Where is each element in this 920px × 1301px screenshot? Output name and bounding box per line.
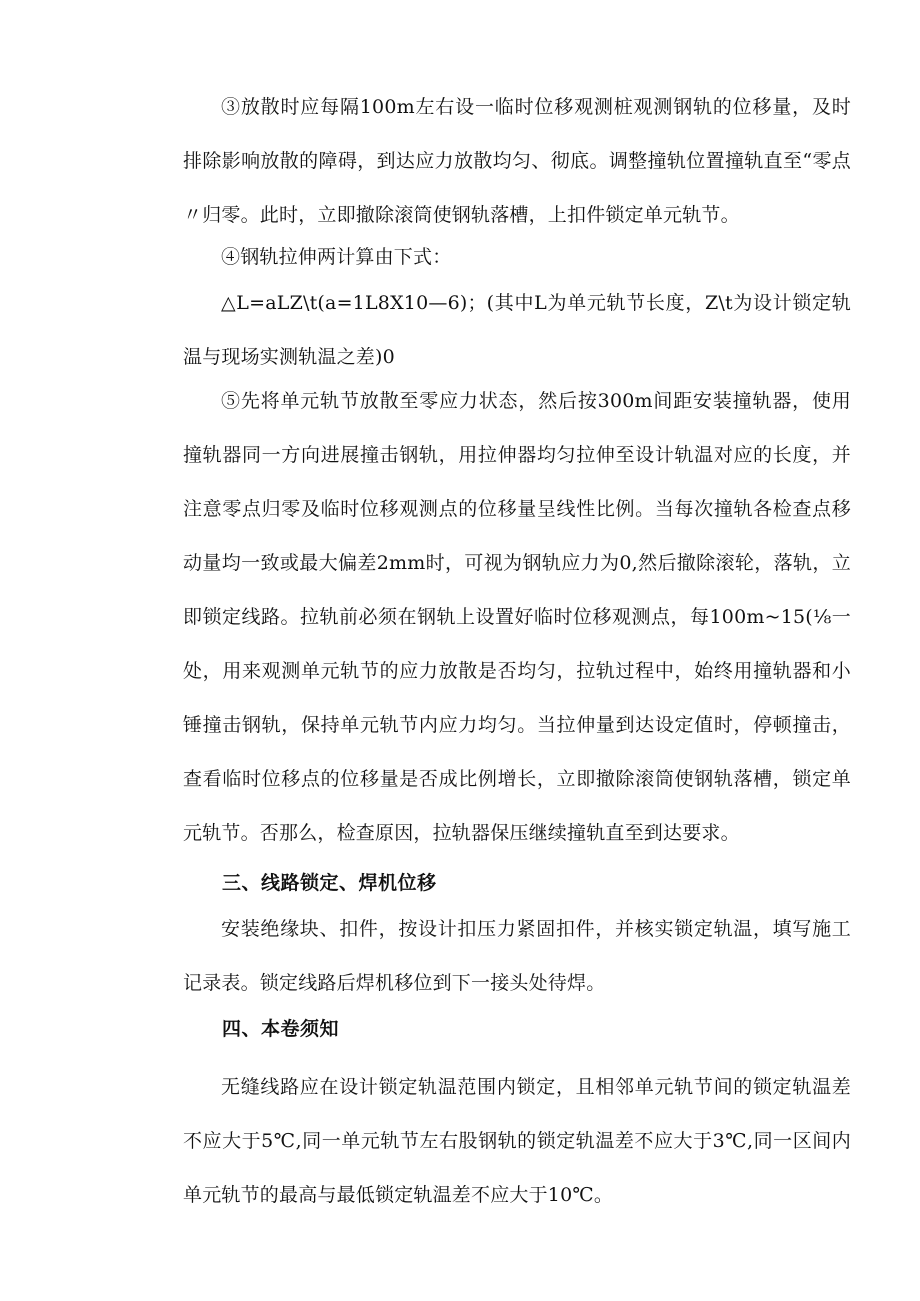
paragraph-stretch-formula: △L=aLZ\t(a=1L8X10—6)；(其中L为单元轨节长度，Z\t为设计锁定轨温与现场实测轨温之差)0 bbox=[183, 292, 851, 368]
paragraph-stretch-formula-intro: ④钢轨拉伸两计算由下式： bbox=[221, 246, 452, 268]
section-heading-line-locking: 三、线路锁定、焊机位移 bbox=[222, 872, 437, 894]
section-heading-notes: 四、本卷须知 bbox=[222, 1018, 340, 1040]
paragraph-line-locking: 安装绝缘块、扣件，按设计扣压力紧固扣件，并核实锁定轨温，填写施工记录表。锁定线路后焊机移位到下一接头处待焊。 bbox=[183, 918, 851, 994]
paragraph-zero-stress-procedure: ⑤先将单元轨节放散至零应力状态，然后按300m间距安装撞轨器，使用撞轨器同一方向进展撞击钢轨，用拉伸器均匀拉伸至设计轨温对应的长度，并注意零点归零及临时位移观测点的位移量呈线性比例。当每次撞轨各检查点移动量均一致或最大偏差2mm时，可视为钢轨应力为0,然后撤除滚轮，落轨，立即锁定线路。拉轨前必须在钢轨上设置好临时位移观测点，每100m~15(⅛一处，用来观测单元轨节的应力放散是否均匀，拉轨过程中，始终用撞轨器和小锤撞击钢轨，保持单元轨节内应力均匀。当拉伸量到达设定值时，停顿撞击，查看临时位移点的位移量是否成比例增长，立即撤除滚筒使钢轨落槽，锁定单元轨节。否那么，检查原因，拉轨器保压继续撞轨直至到达要求。 bbox=[183, 390, 851, 844]
paragraph-notes: 无缝线路应在设计锁定轨温范围内锁定，且相邻单元轨节间的锁定轨温差不应大于5℃,同一单元轨节左右股钢轨的锁定轨温差不应大于3℃,同一区间内单元轨节的最高与最低锁定轨温差不应大于10℃。 bbox=[183, 1076, 851, 1206]
paragraph-dispersion-observation: ③放散时应每隔100m左右设一临时位移观测桩观测钢轨的位移量，及时排除影响放散的障碍，到达应力放散均匀、彻底。调整撞轨位置撞轨直至“零点〃归零。此时，立即撤除滚筒使钢轨落槽，上扣件锁定单元轨节。 bbox=[183, 96, 851, 226]
